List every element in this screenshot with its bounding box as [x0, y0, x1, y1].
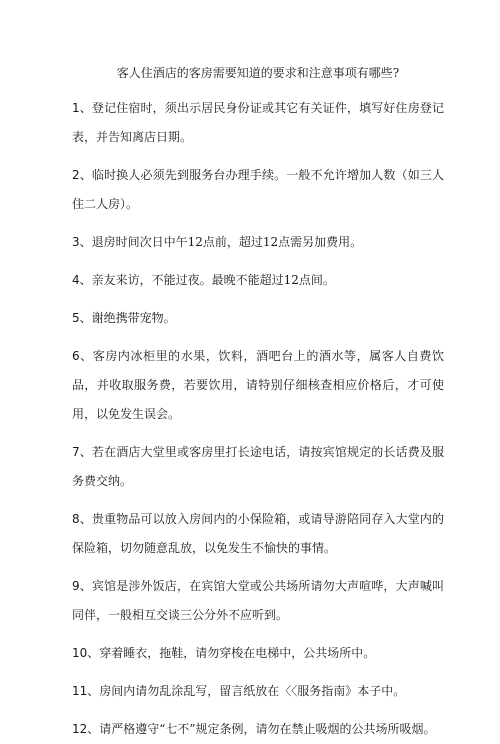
item-text: 、请严格遵守“七不”规定条例，请勿在禁止吸烟的公共场所吸烟。: [87, 722, 436, 736]
list-item-2: [72, 161, 444, 219]
item-number: 3: [72, 235, 80, 249]
list-item-10: [72, 639, 444, 668]
list-item-8: [72, 505, 444, 563]
list-item-9: [72, 572, 444, 630]
item-text: 、若在酒店大堂里或客房里打长途电话，请按宾馆规定的长话费及服务费交纳。: [72, 445, 444, 488]
item-text: 、登记住宿时，须出示居民身份证或其它有关证件，填写好住房登记表，并告知离店日期。: [72, 101, 444, 144]
list-item-11: [72, 677, 444, 706]
item-number: 11: [72, 684, 88, 698]
page-title: 客人住酒店的客房需要知道的要求和注意事项有哪些?: [116, 66, 400, 80]
item-text: 、临时换人必须先到服务台办理手续。一般不允许增加人数（如三人住二人房）。: [72, 168, 444, 211]
list-item-5: [72, 304, 444, 333]
item-number: 9: [72, 579, 80, 593]
item-text: 、宾馆是涉外饭店，在宾馆大堂或公共场所请勿大声喧哗，大声喊叫同伴，一般相互交谈三公分外不应听到。: [72, 579, 444, 622]
item-text: 、退房时间次日中午12点前，超过12点需另加费用。: [79, 235, 363, 249]
list-item-6: [72, 342, 444, 429]
item-text: 、房间内请勿乱涂乱写，留言纸放在〈〈服务指南》本子中。: [87, 684, 406, 698]
list-item-4: [72, 266, 444, 295]
list-item-7: [72, 438, 444, 496]
item-number: 7: [72, 445, 80, 459]
list-item-12: [72, 715, 444, 744]
item-number: 5: [72, 311, 80, 325]
item-number: 6: [72, 349, 80, 363]
item-text: 、穿着睡衣，拖鞋，请勿穿梭在电梯中，公共场所中。: [87, 646, 376, 660]
list-item-1: [72, 94, 444, 152]
item-text: 、亲友来访，不能过夜。最晚不能超过12点间。: [79, 273, 335, 287]
item-number: 2: [72, 168, 80, 182]
item-number: 1: [72, 101, 80, 115]
item-text: 、客房内冰柜里的水果，饮料，酒吧台上的酒水等，属客人自费饮品，并收取服务费，若要饮用，请特别仔细核查相应价格后，才可使用，以免发生误会。: [72, 349, 444, 421]
item-number: 12: [72, 722, 88, 736]
item-text: 、谢绝携带宠物。: [79, 311, 176, 325]
item-number: 8: [72, 512, 80, 526]
item-number: 4: [72, 273, 80, 287]
list-item-3: [72, 228, 444, 257]
item-number: 10: [72, 646, 88, 660]
item-text: 、贵重物品可以放入房间内的小保险箱，或请导游陪同存入大堂内的保险箱，切勿随意乱放，以免发生不愉快的事情。: [72, 512, 444, 555]
